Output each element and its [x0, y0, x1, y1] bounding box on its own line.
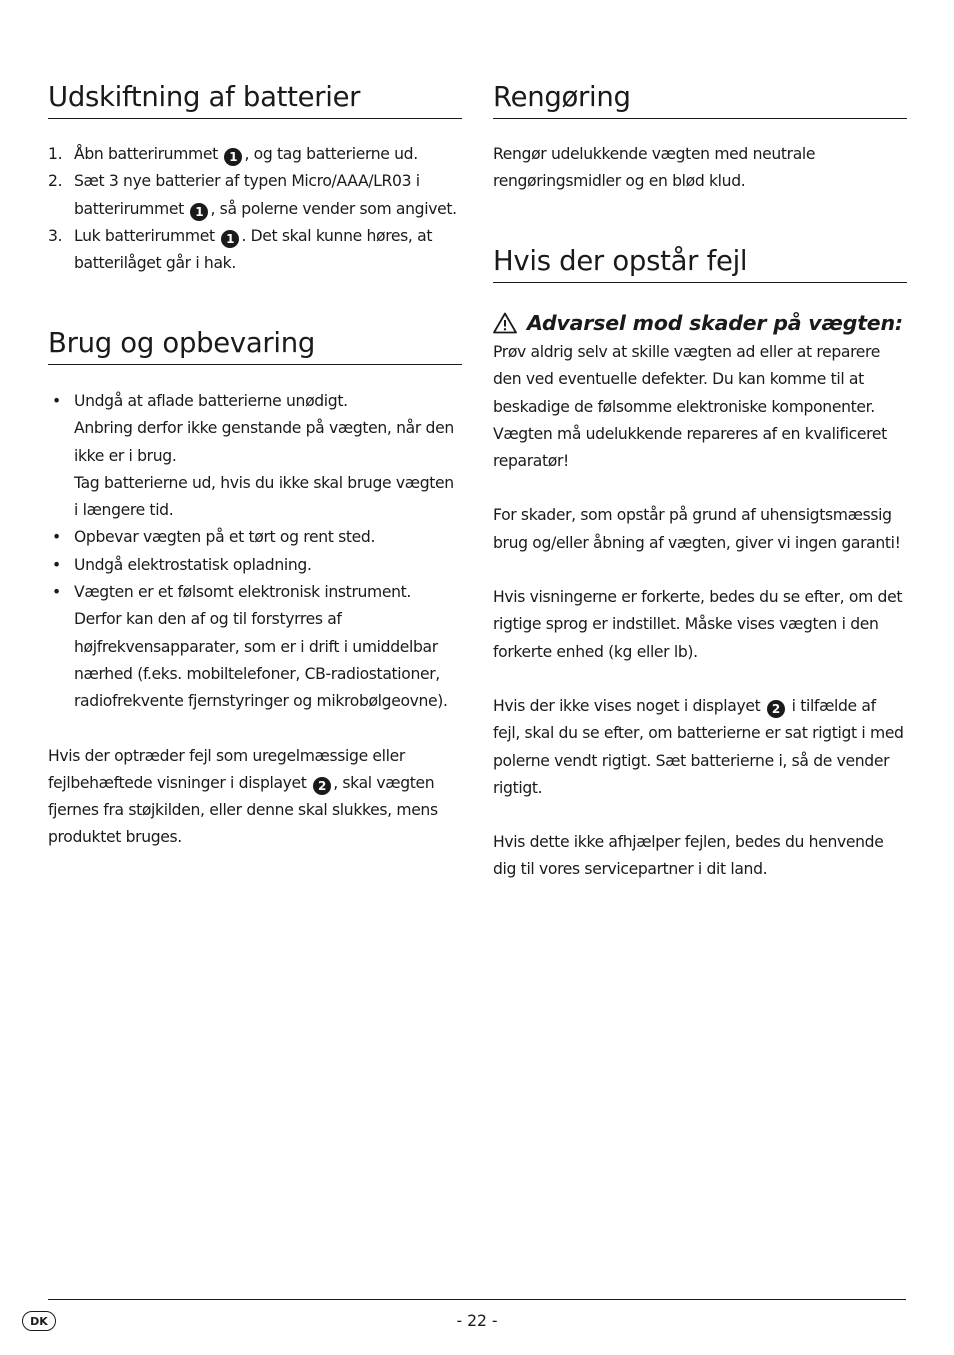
step-text-end: , og tag batterierne ud. — [244, 145, 418, 163]
bullet-line: Opbevar vægten på et tørt og rent sted. — [74, 528, 376, 547]
step-number: 1. — [48, 145, 63, 163]
step-text: Åbn batterirummet — [74, 145, 218, 163]
spacer — [493, 666, 907, 693]
list-item — [48, 141, 462, 168]
step-text-end: , så polerne vender som angivet. — [210, 199, 457, 218]
bullet-icon: • — [52, 583, 61, 602]
usage-section — [48, 326, 462, 852]
spacer — [493, 802, 907, 829]
step-number: 2. — [48, 172, 63, 191]
paragraph-text-end: i tilfælde af fejl, skal du se efter, om batterierne er sat rigtigt i med polerne vendt rigtigt. Sæt batterierne i, så de vender rigtigt. — [493, 696, 904, 797]
bullet-icon: • — [52, 392, 61, 410]
bullet-line: Derfor kan den af og til forstyrres af højfrekvensapparater, som er i drift i umiddelbar nærhed (f.eks. mobiltelefoner, CB-radiostationer, radiofrekvente fjernstyringer og mikrobølgeovne). — [74, 610, 448, 711]
list-item — [48, 552, 462, 579]
language-unit-paragraph: Hvis visningerne er forkerte, bedes du se efter, om det rigtige sprog er indstillet. Måske vises vægten i den forkerte enhed (kg eller lb). — [493, 588, 903, 661]
display-ref-icon: 2 — [767, 700, 785, 718]
battery-heading: Udskiftning af batterier — [48, 80, 462, 119]
bullet-line: Undgå elektrostatisk opladning. — [74, 555, 312, 574]
bullet-line: Tag batterierne ud, hvis du ikke skal bruge vægten i længere tid. — [74, 473, 454, 520]
battery-steps — [48, 141, 462, 277]
step-number: 3. — [48, 226, 63, 245]
paragraph-text: Hvis der ikke vises noget i displayet — [493, 696, 761, 715]
battery-compartment-ref-icon: 1 — [224, 148, 242, 166]
cleaning-section — [493, 80, 907, 196]
page-number: - 22 - — [456, 1312, 498, 1330]
paragraph-text: Hvis der optræder fejl som uregelmæssige eller fejlbehæftede visninger i displayet — [48, 746, 405, 792]
cleaning-heading: Rengøring — [493, 80, 907, 119]
warning-heading — [493, 309, 907, 337]
list-item — [48, 388, 462, 524]
step-text-end: . Det skal kunne høres, at batterilåget går i hak. — [74, 226, 433, 273]
cleaning-text: Rengør udelukkende vægten med neutrale rengøringsmidler og en blød klud. — [493, 145, 816, 191]
bullet-icon: • — [52, 528, 61, 547]
bullet-icon: • — [52, 555, 61, 574]
troubleshooting-heading: Hvis der opstår fejl — [493, 244, 907, 283]
step-text: Sæt 3 nye batterier af typen Micro/AAA/LR03 i batterirummet — [74, 172, 420, 218]
bullet-line: Vægten er et følsomt elektronisk instrument. — [74, 583, 412, 602]
list-item — [48, 579, 462, 715]
bullet-line: Undgå at aflade batterierne unødigt. — [74, 392, 348, 410]
battery-compartment-ref-icon: 1 — [190, 203, 208, 221]
display-blank-paragraph — [493, 693, 907, 802]
spacer — [493, 557, 907, 584]
warning-triangle-icon — [493, 312, 517, 334]
display-ref-icon: 2 — [313, 777, 331, 795]
country-badge: DK — [22, 1311, 56, 1331]
battery-compartment-ref-icon: 1 — [221, 230, 239, 248]
footer-divider — [48, 1299, 906, 1300]
interference-paragraph — [48, 743, 462, 852]
service-paragraph: Hvis dette ikke afhjælper fejlen, bedes du henvende dig til vores servicepartner i dit land. — [493, 833, 884, 879]
battery-section — [48, 80, 462, 277]
list-item — [48, 223, 462, 278]
warning-paragraph: Prøv aldrig selv at skille vægten ad eller at reparere den ved eventuelle defekter. Du kan komme til at beskadige de følsomme elektroniske komponenter. Vægten må udelukkende repareres af en kvalificeret reparatør! — [493, 343, 887, 471]
list-item — [48, 524, 462, 551]
list-item — [48, 168, 462, 223]
warning-title: Advarsel mod skader på vægten: — [527, 311, 903, 335]
warranty-paragraph: For skader, som opstår på grund af uhensigtsmæssig brug og/eller åbning af vægten, giver vi ingen garanti! — [493, 506, 901, 552]
troubleshooting-section — [493, 244, 907, 884]
step-text: Luk batterirummet — [74, 226, 215, 245]
spacer — [493, 475, 907, 502]
usage-heading: Brug og opbevaring — [48, 326, 462, 365]
bullet-line: Anbring derfor ikke genstande på vægten, når den ikke er i brug. — [74, 419, 454, 465]
paragraph-text-end: , skal vægten fjernes fra støjkilden, eller denne skal slukkes, mens produktet bruges. — [48, 773, 438, 847]
usage-bullets — [48, 388, 462, 716]
